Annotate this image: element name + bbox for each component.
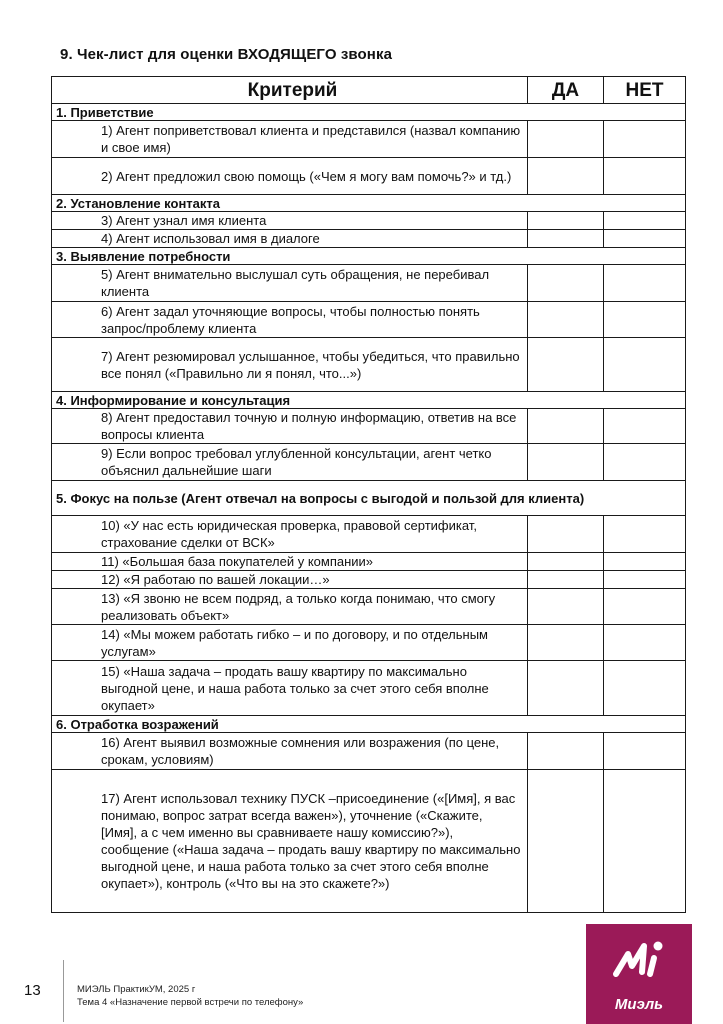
- criterion-text: 1) Агент поприветствовал клиента и представился (назвал компанию и свое имя): [52, 121, 528, 158]
- section-title: 4. Информирование и консультация: [52, 392, 686, 409]
- section-title: 5. Фокус на пользе (Агент отвечал на вопросы с выгодой и пользой для клиента): [52, 481, 686, 516]
- no-cell[interactable]: [604, 625, 686, 661]
- no-cell[interactable]: [604, 409, 686, 444]
- logo-mark-icon: [586, 924, 692, 994]
- footer-divider: [63, 960, 64, 1022]
- yes-cell[interactable]: [528, 158, 604, 195]
- criterion-text: 11) «Большая база покупателей у компании»: [52, 553, 528, 571]
- criterion-row: [52, 212, 686, 230]
- yes-cell[interactable]: [528, 770, 604, 913]
- yes-cell[interactable]: [528, 625, 604, 661]
- criterion-row: [52, 733, 686, 770]
- no-cell[interactable]: [604, 158, 686, 195]
- criterion-text: 17) Агент использовал технику ПУСК –присоединение («[Имя], я вас понимаю, вопрос затрат всегда важен»), уточнение («Скажите, [Имя], а с чем именно вы сравниваете нашу комиссию?»), сообщение («Наша задача – продать вашу квартиру по максимально выгодной цене, и наша работа только за счет этого себя вполне окупает»), контроль («Что вы на это скажете?»): [52, 770, 528, 913]
- section-row: [52, 392, 686, 409]
- section-row: [52, 481, 686, 516]
- section-title: 3. Выявление потребности: [52, 248, 686, 265]
- criterion-row: [52, 409, 686, 444]
- criterion-row: [52, 516, 686, 553]
- section-row: [52, 195, 686, 212]
- yes-cell[interactable]: [528, 516, 604, 553]
- checklist-table: [51, 76, 686, 913]
- section-title: 2. Установление контакта: [52, 195, 686, 212]
- criterion-text: 14) «Мы можем работать гибко – и по договору, и по отдельным услугам»: [52, 625, 528, 661]
- yes-cell[interactable]: [528, 571, 604, 589]
- criterion-text: 5) Агент внимательно выслушал суть обращения, не перебивал клиента: [52, 265, 528, 302]
- criterion-text: 2) Агент предложил свою помощь («Чем я могу вам помочь?» и тд.): [52, 158, 528, 195]
- criterion-row: [52, 571, 686, 589]
- section-row: [52, 248, 686, 265]
- no-cell[interactable]: [604, 516, 686, 553]
- yes-cell[interactable]: [528, 553, 604, 571]
- yes-cell[interactable]: [528, 589, 604, 625]
- criterion-row: [52, 121, 686, 158]
- header-criterion: Критерий: [52, 77, 528, 104]
- yes-cell[interactable]: [528, 444, 604, 481]
- yes-cell[interactable]: [528, 409, 604, 444]
- no-cell[interactable]: [604, 230, 686, 248]
- no-cell[interactable]: [604, 553, 686, 571]
- no-cell[interactable]: [604, 589, 686, 625]
- criterion-row: [52, 770, 686, 913]
- no-cell[interactable]: [604, 571, 686, 589]
- yes-cell[interactable]: [528, 661, 604, 716]
- criterion-text: 12) «Я работаю по вашей локации…»: [52, 571, 528, 589]
- criterion-row: [52, 553, 686, 571]
- criterion-text: 9) Если вопрос требовал углубленной консультации, агент четко объяснил дальнейшие шаги: [52, 444, 528, 481]
- criterion-text: 8) Агент предоставил точную и полную информацию, ответив на все вопросы клиента: [52, 409, 528, 444]
- section-row: [52, 716, 686, 733]
- footer-line-1: МИЭЛЬ ПрактикУМ, 2025 г: [77, 984, 196, 995]
- criterion-row: [52, 265, 686, 302]
- criterion-row: [52, 230, 686, 248]
- criterion-text: 7) Агент резюмировал услышанное, чтобы убедиться, что правильно все понял («Правильно ли я понял, что...»): [52, 338, 528, 392]
- yes-cell[interactable]: [528, 302, 604, 338]
- criterion-text: 3) Агент узнал имя клиента: [52, 212, 528, 230]
- table-header-row: [52, 77, 686, 104]
- document-title: 9. Чек-лист для оценки ВХОДЯЩЕГО звонка: [60, 46, 393, 63]
- criterion-row: [52, 338, 686, 392]
- criterion-text: 15) «Наша задача – продать вашу квартиру по максимально выгодной цене, и наша работа только за счет этого себя вполне окупает»: [52, 661, 528, 716]
- no-cell[interactable]: [604, 265, 686, 302]
- header-no: НЕТ: [604, 77, 686, 104]
- no-cell[interactable]: [604, 121, 686, 158]
- logo-text: Миэль: [614, 996, 664, 1013]
- yes-cell[interactable]: [528, 265, 604, 302]
- criterion-row: [52, 444, 686, 481]
- page-number: 13: [24, 982, 41, 999]
- footer-line-2: Тема 4 «Назначение первой встречи по телефону»: [77, 997, 304, 1008]
- criterion-text: 16) Агент выявил возможные сомнения или возражения (по цене, срокам, условиям): [52, 733, 528, 770]
- criterion-text: 13) «Я звоню не всем подряд, а только когда понимаю, что смогу реализовать объект»: [52, 589, 528, 625]
- no-cell[interactable]: [604, 733, 686, 770]
- criterion-row: [52, 661, 686, 716]
- footer-text: [77, 983, 303, 1009]
- yes-cell[interactable]: [528, 230, 604, 248]
- criterion-text: 6) Агент задал уточняющие вопросы, чтобы полностью понять запрос/проблему клиента: [52, 302, 528, 338]
- section-row: [52, 104, 686, 121]
- section-title: 1. Приветствие: [52, 104, 686, 121]
- yes-cell[interactable]: [528, 121, 604, 158]
- criterion-row: [52, 302, 686, 338]
- no-cell[interactable]: [604, 770, 686, 913]
- no-cell[interactable]: [604, 212, 686, 230]
- no-cell[interactable]: [604, 661, 686, 716]
- section-title: 6. Отработка возражений: [52, 716, 686, 733]
- criterion-row: [52, 625, 686, 661]
- criterion-row: [52, 589, 686, 625]
- criterion-row: [52, 158, 686, 195]
- criterion-text: 4) Агент использовал имя в диалоге: [52, 230, 528, 248]
- no-cell[interactable]: [604, 302, 686, 338]
- company-logo: [586, 924, 692, 1024]
- header-yes: ДА: [528, 77, 604, 104]
- yes-cell[interactable]: [528, 733, 604, 770]
- no-cell[interactable]: [604, 338, 686, 392]
- yes-cell[interactable]: [528, 212, 604, 230]
- no-cell[interactable]: [604, 444, 686, 481]
- yes-cell[interactable]: [528, 338, 604, 392]
- criterion-text: 10) «У нас есть юридическая проверка, правовой сертификат, страхование сделки от ВСК»: [52, 516, 528, 553]
